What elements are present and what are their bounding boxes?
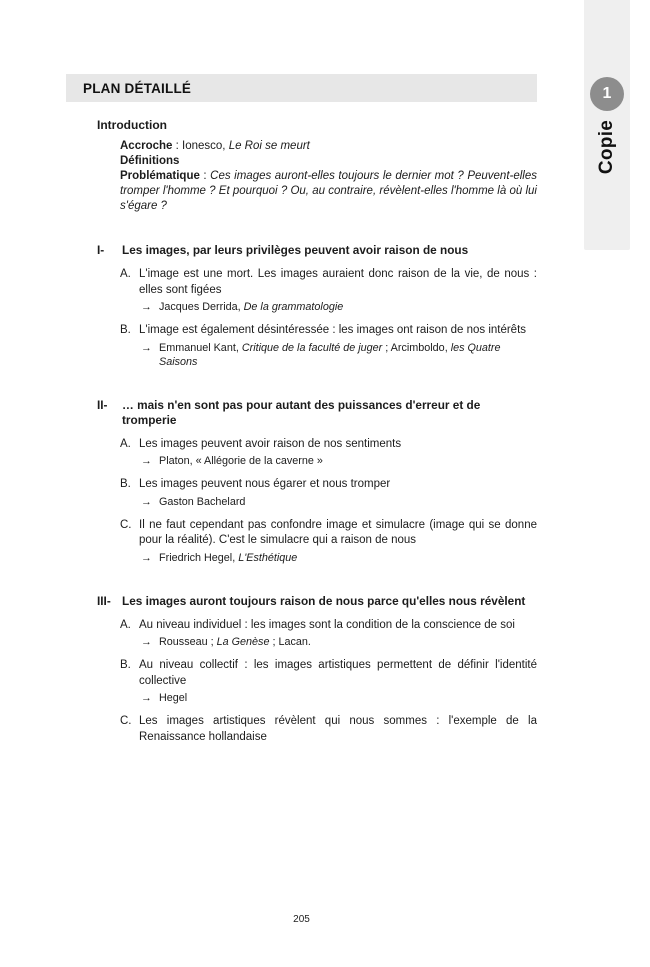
- ref-plain: ; Arcimboldo,: [382, 341, 451, 354]
- item-text: L'image est une mort. Les images auraient donc raison de la vie, de nous : elles sont figées: [139, 268, 537, 296]
- reference-line: [141, 635, 537, 649]
- item-body: [139, 267, 537, 314]
- ref-work-title: L'Esthétique: [238, 551, 298, 564]
- item-text: Au niveau collectif : les images artistiques permettent de définir l'identité collective: [139, 659, 537, 687]
- ref-plain: Gaston Bachelard: [159, 495, 246, 508]
- reference-text: [159, 495, 537, 509]
- page-title: PLAN DÉTAILLÉ: [83, 80, 192, 96]
- reference-text: [159, 551, 537, 565]
- arrow-icon: →: [141, 495, 152, 508]
- section-numeral: III-: [97, 593, 111, 608]
- reference-line: [141, 495, 537, 509]
- item-text: Les images artistiques révèlent qui nous sommes : l'exemple de la Renaissance hollandaise: [139, 715, 537, 743]
- item-body: [139, 518, 537, 565]
- ref-plain: Rousseau ;: [159, 636, 217, 648]
- arrow-icon: →: [141, 455, 152, 467]
- page-number: 205: [293, 914, 310, 925]
- item-body: [139, 437, 537, 469]
- accroche-label: Accroche: [120, 140, 173, 152]
- definitions-label: Définitions: [120, 155, 180, 167]
- section-items: [120, 618, 537, 746]
- plan-item: [120, 658, 537, 705]
- reference-line: [141, 300, 537, 314]
- section-numeral: I-: [97, 243, 105, 257]
- introduction-title: Introduction: [97, 118, 167, 132]
- ref-plain: Friedrich Hegel,: [159, 551, 239, 564]
- copie-tab-label-wrap: [584, 112, 630, 182]
- arrow-icon: →: [141, 692, 152, 704]
- problematique-line: [120, 169, 537, 214]
- arrow-icon: →: [141, 636, 152, 648]
- problematique-label: Problématique: [120, 170, 200, 182]
- ref-plain: Platon, « Allégorie de la caverne »: [159, 455, 323, 467]
- section-title: … mais n'en sont pas pour autant des puissances d'erreur et de tromperie: [122, 397, 481, 427]
- item-text: Au niveau individuel : les images sont la condition de la conscience de soi: [139, 618, 515, 631]
- plan-item: [120, 437, 537, 469]
- reference-text: [159, 635, 537, 649]
- copie-tab-label: Copie: [596, 119, 617, 175]
- reference-line: [141, 551, 537, 565]
- copy-number-badge: [590, 77, 624, 111]
- section-header-bar: [66, 74, 537, 102]
- item-text: L'image est également désintéressée : les images ont raison de nos intérêts: [139, 324, 527, 336]
- reference-text: [159, 691, 537, 705]
- item-letter: C.: [120, 715, 132, 727]
- item-letter: A.: [120, 437, 131, 450]
- item-body: [139, 618, 537, 650]
- item-body: [139, 477, 537, 509]
- item-text: Les images peuvent avoir raison de nos sentiments: [139, 437, 402, 450]
- plan-item: [120, 323, 537, 369]
- problematique-text: Ces images auront-elles toujours le dernier mot ? Peuvent-elles tromper l'homme ? Et pourquoi ? Ou, au contraire, révèlent-elles l'homme là où lui s'égare ?: [120, 170, 537, 212]
- plan-section-1: [97, 243, 537, 369]
- arrow-icon: →: [141, 341, 152, 354]
- ref-work-title: De la grammatologie: [243, 301, 344, 313]
- reference-text: [159, 454, 537, 468]
- section-heading: [97, 398, 537, 428]
- problematique-separator: :: [199, 170, 211, 182]
- section-heading: [97, 594, 537, 609]
- reference-text: [159, 300, 537, 314]
- item-letter: C.: [120, 518, 132, 531]
- plan-item: [120, 477, 537, 509]
- plan-section-2: [97, 398, 537, 565]
- section-numeral: II-: [97, 397, 108, 412]
- section-title: Les images auront toujours raison de nous parce qu'elles nous révèlent: [122, 593, 526, 608]
- item-body: [139, 714, 537, 745]
- copie-side-tab: [584, 0, 630, 250]
- reference-line: [141, 691, 537, 705]
- item-body: [139, 658, 537, 705]
- definitions-line: [120, 154, 537, 169]
- ref-plain: ; Lacan.: [269, 636, 311, 648]
- item-body: [139, 323, 537, 369]
- item-text: Les images peuvent nous égarer et nous tromper: [139, 478, 391, 490]
- ref-work-title: les Quatre Saisons: [159, 341, 501, 368]
- reference-line: [141, 341, 537, 369]
- reference-line: [141, 454, 537, 468]
- accroche-line: [120, 139, 537, 154]
- introduction-section: [97, 118, 537, 214]
- ref-plain: Hegel: [159, 692, 188, 704]
- plan-item: [120, 618, 537, 650]
- plan-item: [120, 518, 537, 565]
- reference-text: [159, 341, 537, 369]
- accroche-separator: :: [172, 140, 183, 152]
- arrow-icon: →: [141, 551, 152, 564]
- item-letter: B.: [120, 324, 131, 336]
- plan-item: [120, 267, 537, 314]
- item-letter: A.: [120, 268, 131, 280]
- copy-number: 1: [602, 85, 612, 102]
- plan-item: [120, 714, 537, 745]
- section-title: Les images, par leurs privilèges peuvent avoir raison de nous: [122, 243, 469, 257]
- ref-plain: Jacques Derrida,: [159, 301, 244, 313]
- plan-content: [97, 118, 537, 745]
- accroche-work-title: Le Roi se meurt: [228, 140, 310, 152]
- section-items: [120, 437, 537, 565]
- item-letter: B.: [120, 478, 131, 490]
- ref-plain: Emmanuel Kant,: [159, 341, 242, 354]
- item-text: Il ne faut cependant pas confondre image et simulacre (image qui se donne pour la réalité). C'est le simulacre qui a raison de nous: [139, 518, 537, 546]
- item-letter: B.: [120, 659, 131, 671]
- item-letter: A.: [120, 618, 131, 631]
- accroche-author: Ionesco,: [182, 140, 229, 152]
- ref-work-title: Critique de la faculté de juger: [241, 341, 383, 354]
- section-items: [120, 267, 537, 369]
- introduction-body: [120, 139, 537, 214]
- ref-work-title: La Genèse: [216, 636, 270, 648]
- plan-section-3: [97, 594, 537, 746]
- section-heading: [97, 243, 537, 258]
- arrow-icon: →: [141, 301, 152, 313]
